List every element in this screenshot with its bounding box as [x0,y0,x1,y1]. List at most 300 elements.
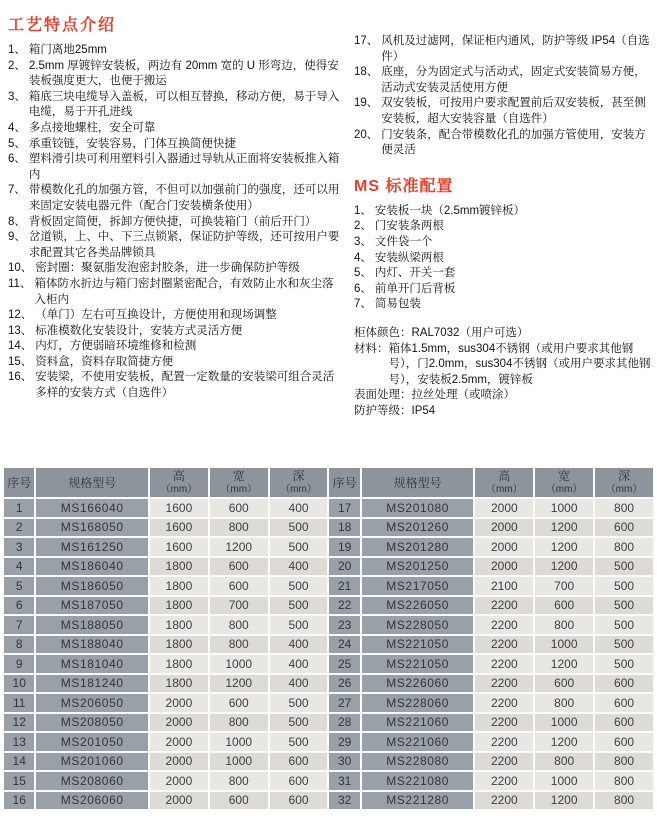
depth-cell: 500 [270,733,328,751]
depth-cell: 400 [270,558,328,576]
height-cell: 2000 [475,558,533,576]
header-label: 深 [292,468,305,483]
item-number: 5、 [8,137,26,150]
item-text: 带模数化孔的加强方管，不但可以加强前门的强度，还可以用来固定安装电器元件（配合门安装横条使用） [28,184,340,212]
width-cell: 1200 [535,733,593,751]
height-cell: 2000 [475,499,533,517]
spec-line [354,342,653,389]
row-index-cell: 1 [4,499,34,517]
model-cell: MS221060 [362,714,474,732]
item-number: 6、 [8,153,26,166]
spec-lines [354,326,653,420]
item-text: 安装板一块（2.5mm镀锌板） [374,204,526,217]
row-index-cell: 19 [329,538,359,556]
row-index-cell: 25 [329,655,359,673]
depth-cell: 800 [595,792,653,810]
model-cell: MS186040 [36,558,148,576]
model-cell: MS188040 [36,636,148,654]
height-cell: 2000 [475,538,533,556]
item-number: 6、 [354,282,372,295]
row-index-cell: 23 [329,616,359,634]
item-text: 密封圈：聚氨脂发泡密封胶条，进一步确保防护等级 [35,262,300,275]
table-row [4,792,653,810]
table-row [4,714,653,732]
model-cell: MS208050 [36,714,148,732]
item-number: 11、 [8,277,32,290]
list-item [354,235,653,251]
width-cell: 700 [535,577,593,595]
list-item [8,261,344,277]
model-cell: MS228050 [362,616,474,634]
table-row [4,519,653,537]
model-cell: MS187050 [36,597,148,615]
width-cell: 1200 [535,519,593,537]
list-item [8,339,344,355]
item-text: 箱门离地25mm [28,44,107,56]
table-row [4,597,653,615]
height-cell: 1600 [150,499,208,517]
height-cell: 2000 [150,694,208,712]
depth-cell: 600 [270,792,328,810]
spec-text: RAL7032（用户可选） [411,326,529,339]
model-cell: MS206050 [36,694,148,712]
depth-cell: 500 [595,577,653,595]
model-cell: MS208060 [36,772,148,790]
header-label: 高 [498,468,511,483]
spec-text: IP54 [411,404,436,417]
row-index-cell: 9 [4,655,34,673]
model-cell: MS201080 [362,499,474,517]
depth-cell: 500 [270,519,328,537]
height-cell: 2200 [475,694,533,712]
depth-cell: 800 [595,753,653,771]
height-cell: 1800 [150,655,208,673]
spec-label: 防护等级： [354,404,412,417]
height-cell: 1800 [150,558,208,576]
header-model [36,468,148,497]
row-index-cell: 14 [4,753,34,771]
row-index-cell: 6 [4,597,34,615]
table-row [4,694,653,712]
table-row [4,499,653,517]
width-cell: 1200 [535,792,593,810]
header-label: 规格型号 [393,475,442,490]
depth-cell: 500 [595,558,653,576]
list-item [354,128,653,159]
depth-cell: 500 [270,538,328,556]
spec-line [354,326,653,342]
model-cell: MS186050 [36,577,148,595]
model-cell: MS188050 [36,616,148,634]
model-cell: MS221050 [362,655,474,673]
height-cell: 2200 [475,675,533,693]
height-cell: 1800 [150,675,208,693]
header-width [210,468,268,497]
standard-config-list [354,204,653,313]
row-index-cell: 10 [4,675,34,693]
height-cell: 2100 [475,577,533,595]
depth-cell: 500 [270,714,328,732]
width-cell: 600 [210,558,268,576]
header-unit: （mm） [486,483,523,495]
list-item [8,43,344,59]
width-cell: 800 [210,636,268,654]
item-number: 18、 [354,66,379,79]
item-number: 2、 [354,220,372,233]
item-number: 17、 [354,35,379,47]
spec-text: 拉丝处理（或喷涂） [411,389,515,402]
list-item [8,152,344,183]
list-item [354,96,653,127]
width-cell: 1000 [535,499,593,517]
item-number: 3、 [8,90,26,103]
header-index [4,468,34,497]
width-cell: 800 [535,694,593,712]
standard-config-heading: MS 标准配置 [354,177,454,195]
item-number: 4、 [8,121,26,134]
width-cell: 800 [210,519,268,537]
item-number: 1、 [354,204,372,217]
height-cell: 1800 [150,616,208,634]
item-text: 箱底三块电缆导入盖板，可以相互替换，移动方便，易于导入电缆，易于开孔进线 [28,90,340,119]
left-column [8,10,344,462]
depth-cell: 500 [270,597,328,615]
features-list-right [354,34,653,159]
list-item [354,219,653,235]
width-cell: 1000 [210,753,268,771]
row-index-cell: 29 [329,733,359,751]
row-index-cell: 11 [4,694,34,712]
height-cell: 1800 [150,636,208,654]
header-label: 宽 [558,468,571,483]
model-cell: MS226050 [362,597,474,615]
item-text: 安装纵梁两根 [374,251,444,264]
width-cell: 1200 [210,538,268,556]
depth-cell: 400 [270,655,328,673]
header-unit: （mm） [220,483,258,495]
item-number: 7、 [354,298,372,311]
item-text: 标准模数化安装设计，安装方式灵活方便 [35,324,243,337]
row-index-cell: 31 [329,772,359,790]
item-text: 多点接地螺柱，安全可靠 [28,121,156,134]
list-item [354,65,653,96]
height-cell: 2000 [475,519,533,537]
list-item [8,277,344,308]
row-index-cell: 17 [329,499,359,517]
depth-cell: 500 [595,636,653,654]
dimensions-table-wrap [2,466,655,811]
height-cell: 2200 [475,753,533,771]
height-cell: 1800 [150,597,208,615]
height-cell: 2200 [475,655,533,673]
item-number: 15、 [8,355,33,368]
header-index [329,468,359,497]
depth-cell: 600 [595,675,653,693]
header-width [535,468,593,497]
width-cell: 600 [535,597,593,615]
item-number: 8、 [8,215,26,228]
row-index-cell: 18 [329,519,359,537]
header-height [475,468,533,497]
spec-line [354,404,653,420]
model-cell: MS221060 [362,733,474,751]
item-text: 背板固定简便，拆卸方便快捷，可换装箱门（前后开门） [28,215,317,228]
item-text: 门安装条两根 [374,220,444,233]
width-cell: 1000 [535,636,593,654]
model-cell: MS181240 [36,675,148,693]
list-item [8,370,344,401]
item-number: 4、 [354,251,372,264]
width-cell: 1200 [535,558,593,576]
depth-cell: 500 [270,616,328,634]
header-label: 序号 [7,475,32,490]
depth-cell: 500 [270,694,328,712]
height-cell: 2000 [150,753,208,771]
item-text: （单门）左右可互换设计，方便使用和现场调整 [35,309,277,322]
width-cell: 1000 [535,714,593,732]
model-cell: MS181040 [36,655,148,673]
height-cell: 2200 [475,597,533,615]
table-row [4,655,653,673]
height-cell: 1800 [150,577,208,595]
item-text: 内灯，方便弱暗环境维修和检测 [35,340,197,353]
depth-cell: 400 [270,499,328,517]
row-index-cell: 4 [4,558,34,576]
row-index-cell: 28 [329,714,359,732]
depth-cell: 600 [595,714,653,732]
width-cell: 1200 [210,675,268,693]
item-number: 13、 [8,324,33,337]
item-text: 简易包装 [374,298,421,311]
list-item [354,34,653,65]
item-text: 安装梁，不使用安装板，配置一定数量的安装梁可组合灵活多样的安装方式（自选件） [35,371,335,400]
depth-cell: 600 [595,694,653,712]
item-text: 底座，分为固定式与活动式，固定式安装简易方便，活动式安装灵活使用方便 [381,66,646,94]
header-unit: （mm） [280,483,317,495]
dimensions-table [2,466,655,811]
width-cell: 800 [210,714,268,732]
header-unit: （mm） [160,483,198,495]
row-index-cell: 16 [4,792,34,810]
model-cell: MS168050 [36,519,148,537]
width-cell: 1000 [210,655,268,673]
item-text: 塑料滑引块可利用塑料引入器通过导轨从正面将安装板推入箱内 [28,153,340,181]
width-cell: 600 [210,792,268,810]
depth-cell: 400 [270,675,328,693]
table-row [4,616,653,634]
list-item [354,282,653,298]
width-cell: 1000 [535,772,593,790]
model-cell: MS201260 [362,519,474,537]
width-cell: 600 [210,694,268,712]
row-index-cell: 21 [329,577,359,595]
features-list-left [8,43,344,402]
header-unit: （mm） [545,483,583,495]
depth-cell: 500 [595,616,653,634]
list-item [8,324,344,340]
height-cell: 2000 [150,772,208,790]
width-cell: 1200 [535,655,593,673]
header-depth [595,468,653,497]
list-item [8,308,344,324]
table-row [4,772,653,790]
width-cell: 800 [535,753,593,771]
item-number: 12、 [8,309,33,322]
table-row [4,577,653,595]
right-column [344,10,653,462]
list-item [8,90,344,121]
height-cell: 2000 [150,714,208,732]
features-heading: 工艺特点介绍 [8,17,117,34]
row-index-cell: 3 [4,538,34,556]
model-cell: MS221280 [362,792,474,810]
item-text: 2.5mm 厚镀锌安装板，两边有 20mm 宽的 U 形弯边，使得安装板强度更大，也便于搬运 [28,59,339,88]
model-cell: MS226060 [362,675,474,693]
width-cell: 700 [210,597,268,615]
item-text: 承重铰链，安装容易，门体互换简便快捷 [28,137,236,150]
depth-cell: 500 [595,655,653,673]
item-number: 19、 [354,97,379,110]
header-label: 宽 [232,468,245,483]
height-cell: 1600 [150,519,208,537]
header-label: 高 [172,468,185,483]
list-item [8,137,344,153]
model-cell: MS201050 [36,733,148,751]
list-item [8,355,344,371]
table-row [4,753,653,771]
model-cell: MS221080 [362,772,474,790]
width-cell: 800 [535,616,593,634]
item-text: 风机及过滤网，保证柜内通风，防护等级 IP54（自选件） [381,35,650,63]
item-text: 双安装板，可按用户要求配置前后双安装板，甚至侧安装板，超大安装容量（自选件） [381,97,646,125]
depth-cell: 600 [270,772,328,790]
list-item [354,297,653,313]
height-cell: 2200 [475,792,533,810]
list-item [8,215,344,231]
item-text: 门安装条，配合带模数化孔的加强方管使用，安装方便灵活 [381,128,646,157]
model-cell: MS201250 [362,558,474,576]
height-cell: 2200 [475,616,533,634]
item-number: 3、 [354,235,372,248]
height-cell: 2200 [475,636,533,654]
list-item [8,121,344,137]
width-cell: 1000 [210,733,268,751]
spec-label: 柜体颜色： [354,326,412,339]
table-row [4,538,653,556]
row-index-cell: 2 [4,519,34,537]
item-number: 16、 [8,371,33,384]
item-text: 文件袋一个 [374,235,433,248]
row-index-cell: 8 [4,636,34,654]
item-number: 7、 [8,184,26,197]
item-number: 9、 [8,231,26,244]
table-row [4,733,653,751]
width-cell: 600 [535,675,593,693]
depth-cell: 600 [595,519,653,537]
depth-cell: 800 [595,499,653,517]
item-number: 10、 [8,262,33,275]
header-unit: （mm） [605,483,643,495]
header-label: 深 [618,468,631,483]
depth-cell: 500 [270,577,328,595]
row-index-cell: 7 [4,616,34,634]
list-item [8,59,344,90]
item-number: 2、 [8,59,26,72]
depth-cell: 400 [270,636,328,654]
width-cell: 1200 [535,538,593,556]
width-cell: 600 [210,577,268,595]
height-cell: 2000 [150,733,208,751]
header-model [362,468,474,497]
item-text: 资料盒，资料存取简捷方便 [35,355,174,368]
width-cell: 600 [210,499,268,517]
depth-cell: 600 [270,753,328,771]
height-cell: 1600 [150,538,208,556]
row-index-cell: 30 [329,753,359,771]
row-index-cell: 24 [329,636,359,654]
header-height [150,468,208,497]
item-number: 5、 [354,267,372,280]
header-label: 序号 [332,475,357,490]
spec-line [354,388,653,404]
row-index-cell: 15 [4,772,34,790]
model-cell: MS206060 [36,792,148,810]
spec-label: 材料： [354,342,389,355]
item-number: 14、 [8,340,33,353]
model-cell: MS221050 [362,636,474,654]
row-index-cell: 12 [4,714,34,732]
width-cell: 800 [210,616,268,634]
model-cell: MS217050 [362,577,474,595]
model-cell: MS201060 [36,753,148,771]
height-cell: 2200 [475,714,533,732]
header-depth [270,468,328,497]
depth-cell: 600 [595,733,653,751]
row-index-cell: 22 [329,597,359,615]
spec-label: 表面处理： [354,389,412,402]
spec-text: 箱体1.5mm，sus304不锈钢（或用户要求其他钢号），门2.0mm，sus304不锈钢（或用户要求其他钢号），安装板2.5mm，镀锌板 [388,342,651,386]
item-text: 岔道锁，上、中、下三点锁紧，保证防护等级，还可按用户要求配置其它各类品牌锁具 [28,231,340,259]
row-index-cell: 26 [329,675,359,693]
depth-cell: 800 [595,538,653,556]
item-number: 20、 [354,128,379,141]
row-index-cell: 27 [329,694,359,712]
table-header-row [4,468,653,497]
header-label: 规格型号 [68,475,117,490]
height-cell: 2000 [150,792,208,810]
table-row [4,675,653,693]
item-text: 箱体防水折边与箱门密封圈紧密配合，有效防止水和灰尘落入柜内 [34,277,334,306]
depth-cell: 500 [595,597,653,615]
row-index-cell: 32 [329,792,359,810]
model-cell: MS201280 [362,538,474,556]
model-cell: MS166040 [36,499,148,517]
item-text: 内灯、开关一套 [374,267,456,280]
item-number: 1、 [8,44,26,56]
table-row [4,636,653,654]
height-cell: 2200 [475,772,533,790]
row-index-cell: 13 [4,733,34,751]
depth-cell: 800 [595,772,653,790]
model-cell: MS228080 [362,753,474,771]
row-index-cell: 5 [4,577,34,595]
width-cell: 800 [210,772,268,790]
list-item [354,251,653,267]
list-item [354,266,653,282]
list-item [8,183,344,214]
list-item [354,204,653,220]
list-item [8,230,344,261]
